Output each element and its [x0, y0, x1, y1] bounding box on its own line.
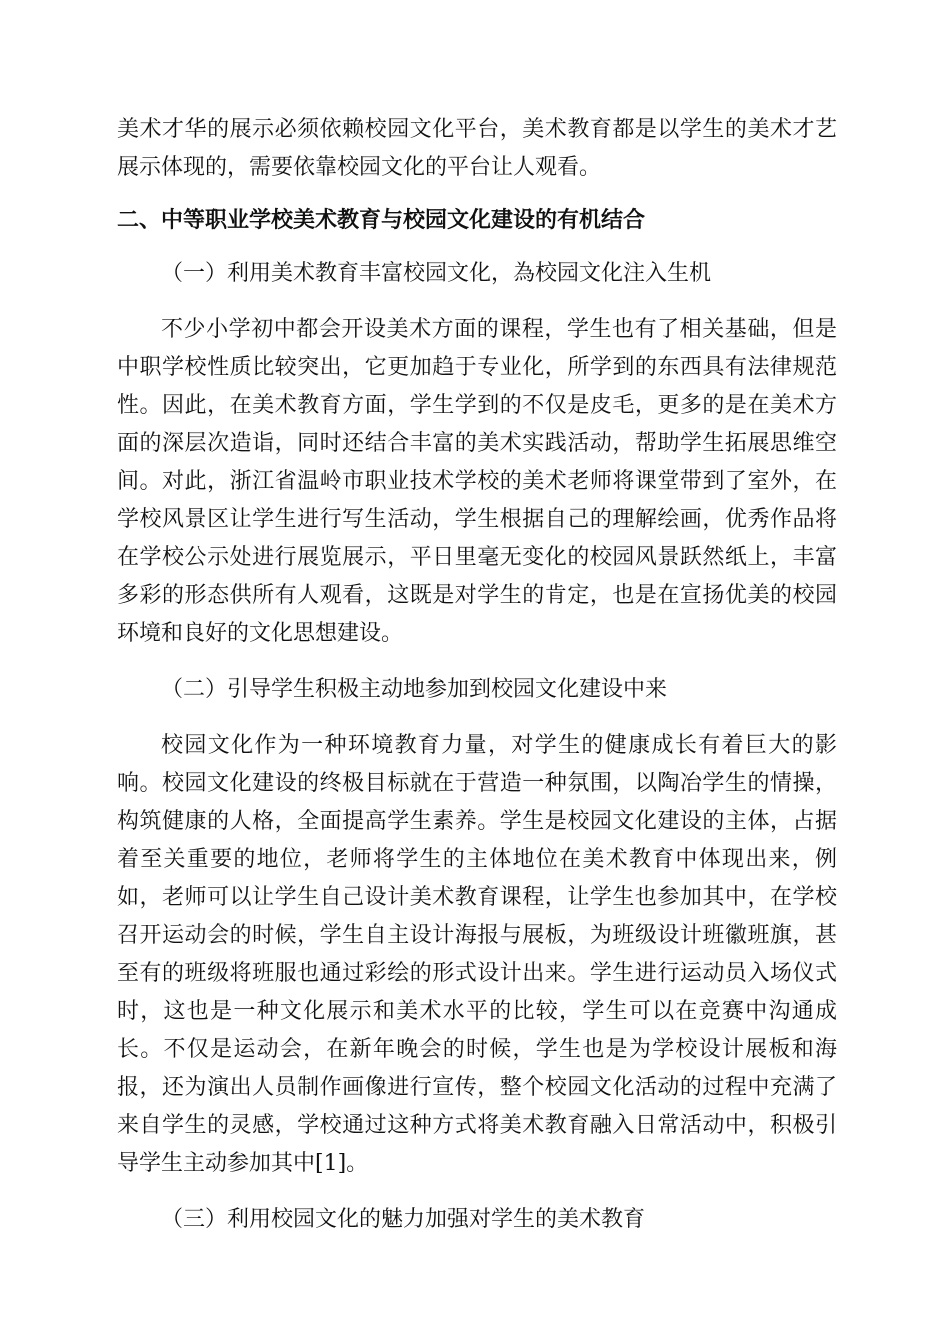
- body-text-line: 召开运动会的时候，学生自主设计海报与展板，为班级设计班徽班旗，甚: [117, 923, 837, 948]
- body-text-line: 来自学生的灵感，学校通过这种方式将美术教育融入日常活动中，积极引: [117, 1113, 837, 1138]
- body-text-line: 展示体现的，需要依靠校园文化的平台让人观看。: [117, 155, 602, 180]
- body-text-line: 报，还为演出人员制作画像进行宣传，整个校园文化活动的过程中充满了: [117, 1075, 837, 1100]
- body-text-line: 性。因此，在美术教育方面，学生学到的不仅是皮毛，更多的是在美术方: [117, 393, 837, 418]
- body-text-line: 面的深层次造诣，同时还结合丰富的美术实践活动，帮助学生拓展思维空: [117, 431, 837, 456]
- body-text-line: 长。不仅是运动会，在新年晚会的时候，学生也是为学校设计展板和海: [117, 1037, 837, 1062]
- body-text-line: 至有的班级将班服也通过彩绘的形式设计出来。学生进行运动员入场仪式: [117, 961, 837, 986]
- body-text-line: 不少小学初中都会开设美术方面的课程，学生也有了相关基础，但是: [161, 317, 837, 342]
- body-text-line: 环境和良好的文化思想建设。: [117, 621, 404, 646]
- subsection-title: （二）引导学生积极主动地参加到校园文化建设中来: [161, 677, 668, 702]
- body-text-line: 导学生主动参加其中[1]。: [117, 1151, 369, 1176]
- body-text-line: 在学校公示处进行展览展示，平日里毫无变化的校园风景跃然纸上，丰富: [117, 545, 837, 570]
- body-text-line: 如，老师可以让学生自己设计美术教育课程，让学生也参加其中，在学校: [117, 885, 837, 910]
- subsection-title: （一）利用美术教育丰富校园文化，為校园文化注入生机: [161, 261, 712, 286]
- body-text-line: 多彩的形态供所有人观看，这既是对学生的肯定，也是在宣扬优美的校园: [117, 583, 837, 608]
- body-text-line: 时，这也是一种文化展示和美术水平的比较，学生可以在竞赛中沟通成: [117, 999, 837, 1024]
- body-text-line: 中职学校性质比较突出，它更加趋于专业化，所学到的东西具有法律规范: [117, 355, 837, 380]
- body-text-line: 学校风景区让学生进行写生活动，学生根据自己的理解绘画，优秀作品将: [117, 507, 837, 532]
- body-text-line: 校园文化作为一种环境教育力量，对学生的健康成长有着巨大的影: [161, 733, 837, 758]
- body-text-line: 响。校园文化建设的终极目标就在于营造一种氛围，以陶冶学生的情操，: [117, 771, 837, 796]
- subsection-title: （三）利用校园文化的魅力加强对学生的美术教育: [161, 1207, 646, 1232]
- body-text-line: 间。对此，浙江省温岭市职业技术学校的美术老师将课堂带到了室外，在: [117, 469, 837, 494]
- body-text-line: 着至关重要的地位，老师将学生的主体地位在美术教育中体现出来，例: [117, 847, 837, 872]
- body-text-line: 美术才华的展示必须依赖校园文化平台，美术教育都是以学生的美术才艺: [117, 117, 837, 142]
- section-heading: 二、中等职业学校美术教育与校园文化建设的有机结合: [117, 208, 646, 233]
- body-text-line: 构筑健康的人格，全面提高学生素养。学生是校园文化建设的主体，占据: [117, 809, 837, 834]
